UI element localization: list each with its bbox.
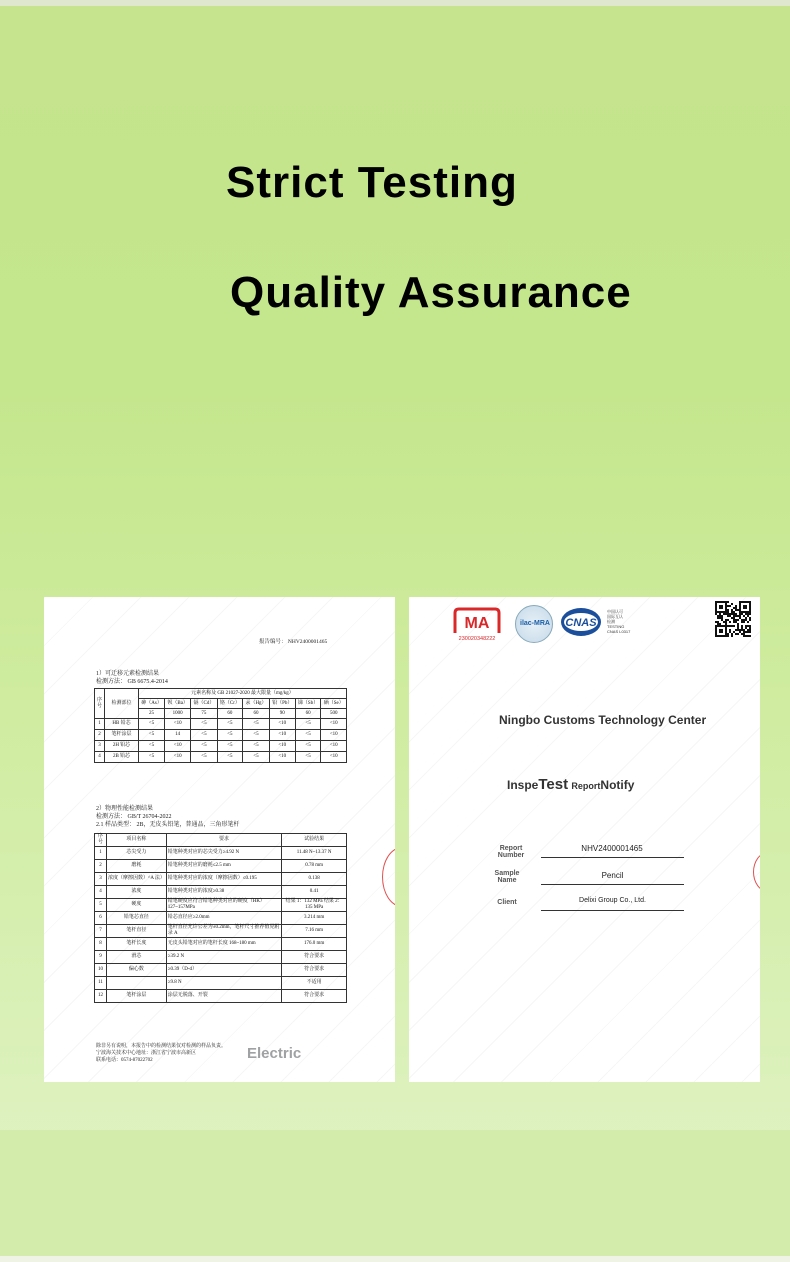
table-cell: 176.0 mm <box>282 938 347 951</box>
qr-module <box>739 615 741 617</box>
physical-properties-table <box>94 833 347 1003</box>
table-cell: <10 <box>321 741 347 752</box>
element-limit: 60 <box>243 709 270 719</box>
qr-module <box>737 619 739 621</box>
qr-module <box>717 623 719 625</box>
element-limit: 60 <box>295 709 321 719</box>
element-limit: 25 <box>139 709 165 719</box>
qr-code-icon <box>715 601 751 637</box>
table-cell: 符合要求 <box>282 964 347 977</box>
table-cell: 4 <box>95 886 107 899</box>
table-cell: 芯尖受力 <box>106 847 166 860</box>
report-title-part3: Report <box>571 781 601 791</box>
table-row <box>95 873 347 886</box>
cma-logo <box>451 607 503 643</box>
table-cell: 笔杆直径允许公差为±0.2mm，笔杆尺寸推荐值见附录 A <box>166 925 282 938</box>
table-cell: <10 <box>321 719 347 730</box>
qr-module <box>729 631 731 633</box>
qr-module <box>719 623 721 625</box>
table-row <box>95 741 347 752</box>
qr-module <box>717 621 719 623</box>
qr-module <box>719 615 721 617</box>
table-cell: <5 <box>139 719 165 730</box>
table-cell: 2 <box>95 860 107 873</box>
table-cell: 1 <box>95 719 105 730</box>
table-cell: 10 <box>95 964 107 977</box>
qr-module <box>743 635 745 637</box>
element-header: 锑（Sb） <box>295 699 321 709</box>
table-cell: 7.16 mm <box>282 925 347 938</box>
sample-name-line <box>541 884 684 885</box>
report-title-part1: Inspe <box>507 778 539 792</box>
report-title-part2: Test <box>538 776 569 793</box>
column-header: 要求 <box>166 834 282 847</box>
column-header: 项目名称 <box>106 834 166 847</box>
qr-module <box>727 601 729 603</box>
qr-module <box>737 623 739 625</box>
table-cell: 4 <box>95 752 105 763</box>
cnas-note-line: 检测 <box>607 619 615 624</box>
table-cell: 笔杆涂层 <box>105 730 139 741</box>
qr-module <box>739 613 741 615</box>
report-number-label: Report Number <box>497 845 525 859</box>
table-cell: 3 <box>95 741 105 752</box>
qr-module <box>731 613 733 615</box>
qr-module <box>719 617 721 619</box>
table-cell: 笔杆涂层 <box>106 990 166 1003</box>
client-line <box>541 910 684 911</box>
qr-module <box>747 629 749 631</box>
column-header: 序号 <box>95 834 107 847</box>
table-cell: 笔杆直径 <box>106 925 166 938</box>
cma-text: MA <box>464 615 490 632</box>
top-strip <box>0 0 790 6</box>
bottom-line <box>0 1256 790 1262</box>
col-part: 检测部位 <box>105 689 139 719</box>
table-cell: <10 <box>321 730 347 741</box>
report-footer-note <box>96 1043 226 1064</box>
footer-line: 除非另有说明，本报告中的检测结果仅对检测的样品负责。 <box>96 1044 227 1049</box>
qr-module <box>743 631 745 633</box>
table-cell: <5 <box>217 741 243 752</box>
qr-module <box>747 635 749 637</box>
table-cell: 0.138 <box>282 873 347 886</box>
table-cell: <5 <box>243 719 270 730</box>
qr-module <box>725 621 727 623</box>
qr-module <box>719 613 721 615</box>
qr-module <box>737 615 739 617</box>
table-cell: 6 <box>95 912 107 925</box>
report-title <box>507 776 634 793</box>
column-header: 试验结果 <box>282 834 347 847</box>
qr-module <box>721 617 723 619</box>
qr-module <box>735 629 737 631</box>
table-cell: <5 <box>191 719 217 730</box>
cnas-logo <box>559 606 603 638</box>
table-cell: HB 铅芯 <box>105 719 139 730</box>
elements-header: 元素名称及 GB 21027-2020 最大限量（mg/kg） <box>139 689 347 699</box>
report-number-line <box>541 857 684 858</box>
table-cell: <5 <box>295 752 321 763</box>
table-cell: <5 <box>139 741 165 752</box>
qr-module <box>727 619 729 621</box>
table-cell: 2 <box>95 730 105 741</box>
qr-module <box>733 611 735 613</box>
qr-module <box>737 609 739 611</box>
table-cell: 笔杆长度 <box>106 938 166 951</box>
qr-module <box>739 629 741 631</box>
footer-line: 联系电话：0574-87022702 <box>96 1058 153 1063</box>
qr-module <box>721 619 723 621</box>
red-seal-stamp <box>753 852 760 892</box>
table-cell: 0.41 <box>282 886 347 899</box>
section1-title: 1）可迁移元素检测结果 <box>96 671 160 677</box>
test-results-page <box>44 597 395 1082</box>
table-cell: <5 <box>139 730 165 741</box>
qr-module <box>729 613 731 615</box>
qr-module <box>731 635 733 637</box>
qr-module <box>737 629 739 631</box>
qr-module <box>731 611 733 613</box>
table-cell: 11.48 N~13.37 N <box>282 847 347 860</box>
element-header: 铅（Pb） <box>269 699 295 709</box>
qr-module <box>727 635 729 637</box>
qr-module <box>727 633 729 635</box>
qr-module <box>747 613 749 615</box>
table-row <box>95 860 347 873</box>
qr-module <box>739 631 741 633</box>
table-row <box>95 951 347 964</box>
qr-module <box>733 615 735 617</box>
table-cell: 铅笔种类对应的浓度（摩擦因数）≤0.195 <box>166 873 282 886</box>
qr-module <box>725 619 727 621</box>
table-cell: <5 <box>191 730 217 741</box>
qr-module <box>741 613 743 615</box>
qr-module <box>741 633 743 635</box>
table-row <box>95 990 347 1003</box>
qr-module <box>735 619 737 621</box>
section2-heading <box>96 805 240 829</box>
table-cell: 偏心数 <box>106 964 166 977</box>
qr-module <box>729 629 731 631</box>
table-row <box>95 912 347 925</box>
qr-module <box>745 619 747 621</box>
qr-module <box>745 635 747 637</box>
report-number-header: 报告编号： NHV2400001465 <box>259 639 328 645</box>
table-cell: <5 <box>243 752 270 763</box>
table-cell: 铅笔硬度应符合铅笔种类对应的硬度（HK）127~157MPa <box>166 899 282 912</box>
table-row <box>95 886 347 899</box>
table-cell: <5 <box>243 730 270 741</box>
table-cell: 1 <box>95 847 107 860</box>
table-cell: 浓度 <box>106 886 166 899</box>
qr-module <box>743 605 747 609</box>
table-cell: <5 <box>295 741 321 752</box>
qr-module <box>733 617 735 619</box>
qr-module <box>743 633 745 635</box>
table-cell: 结果 1：132 MPa 结果 2：135 MPa <box>282 899 347 912</box>
qr-module <box>735 607 737 609</box>
qr-module <box>741 629 743 631</box>
qr-module <box>731 617 733 619</box>
table-cell: 符合要求 <box>282 951 347 964</box>
qr-module <box>727 611 729 613</box>
client-value: Delixi Group Co., Ltd. <box>579 897 646 904</box>
table-row <box>95 964 347 977</box>
table-row <box>95 938 347 951</box>
table-cell: 12 <box>95 990 107 1003</box>
element-limit: 1000 <box>165 709 191 719</box>
table-row <box>95 977 347 990</box>
table-cell: 5 <box>95 899 107 912</box>
element-header: 铬（Cr） <box>217 699 243 709</box>
element-limit: 500 <box>321 709 347 719</box>
qr-module <box>749 625 751 627</box>
table-cell: <5 <box>295 719 321 730</box>
headline-strict-testing: Strict Testing <box>226 158 518 207</box>
qr-module <box>721 615 723 617</box>
table-cell: 8 <box>95 938 107 951</box>
client-label: Client <box>497 899 517 906</box>
qr-module <box>749 629 751 631</box>
table-cell: 0.78 mm <box>282 860 347 873</box>
qr-module <box>735 609 737 611</box>
qr-module <box>735 605 737 607</box>
table-cell: <5 <box>217 730 243 741</box>
headline-quality-assurance: Quality Assurance <box>230 268 632 317</box>
qr-module <box>727 615 729 617</box>
qr-module <box>747 625 749 627</box>
qr-module <box>743 615 745 617</box>
table-cell: 7 <box>95 925 107 938</box>
table-cell: 11 <box>95 977 107 990</box>
qr-module <box>727 625 729 627</box>
qr-module <box>731 609 733 611</box>
qr-module <box>727 605 729 607</box>
table-cell: 不适用 <box>282 977 347 990</box>
qr-module <box>733 621 735 623</box>
table-cell: <10 <box>165 719 191 730</box>
section2-title: 2）物理性能检测结果 <box>96 806 154 812</box>
table-cell: <5 <box>217 719 243 730</box>
element-migration-table <box>94 688 347 763</box>
qr-module <box>747 621 749 623</box>
qr-module <box>737 627 739 629</box>
cnas-accreditation-note <box>607 609 630 634</box>
section2-sample: 2.1 样品类型： 2B，无皮头铅笔，普通品，三角形笔杆 <box>96 822 240 828</box>
qr-module <box>725 613 727 615</box>
qr-module <box>727 609 729 611</box>
qr-module <box>735 621 737 623</box>
qr-module <box>735 613 737 615</box>
qr-module <box>741 627 743 629</box>
element-header: 砷（As） <box>139 699 165 709</box>
qr-module <box>749 619 751 621</box>
table-cell: <5 <box>139 752 165 763</box>
table-cell: 涂层无脱落、开裂 <box>166 990 282 1003</box>
qr-module <box>731 625 733 627</box>
table-cell: 磨耗 <box>106 860 166 873</box>
qr-module <box>745 631 747 633</box>
section2-method: 检测方法： GB/T 26704-2022 <box>96 814 172 820</box>
red-seal-stamp <box>382 847 395 907</box>
report-cover-page <box>409 597 760 1082</box>
table-row <box>95 719 347 730</box>
table-cell: ≥39.2 N <box>166 951 282 964</box>
table-cell: 符合要求 <box>282 990 347 1003</box>
table-cell <box>106 977 166 990</box>
section1-method: 检测方法： GB 6675.4-2014 <box>96 679 168 685</box>
cnas-note-line: 中国认可 <box>607 609 623 614</box>
qr-module <box>731 633 733 635</box>
qr-module <box>735 633 737 635</box>
qr-module <box>723 621 725 623</box>
qr-module <box>717 615 719 617</box>
qr-module <box>717 617 719 619</box>
qr-module <box>749 635 751 637</box>
electric-watermark: Electric <box>247 1045 302 1062</box>
qr-module <box>733 631 735 633</box>
qr-module <box>749 627 751 629</box>
qr-module <box>729 605 731 607</box>
cnas-note-line: TESTING <box>607 624 625 629</box>
qr-module <box>747 631 749 633</box>
cnas-note-line: CNAS L0317 <box>607 629 631 634</box>
cnas-text: CNAS <box>565 617 597 629</box>
qr-module <box>741 621 743 623</box>
table-cell: <5 <box>295 730 321 741</box>
table-cell: 铅芯直径应≥2.0mm <box>166 912 282 925</box>
table-cell: 铅笔种类对应的磨耗≤2.5 mm <box>166 860 282 873</box>
table-cell: <10 <box>269 741 295 752</box>
qr-module <box>749 631 751 633</box>
cnas-note-line: 国际互认 <box>607 614 623 619</box>
organization-name: Ningbo Customs Technology Center <box>499 713 707 727</box>
qr-module <box>743 621 745 623</box>
qr-module <box>735 615 737 617</box>
table-cell: <10 <box>269 719 295 730</box>
element-limit: 60 <box>217 709 243 719</box>
table-row <box>95 730 347 741</box>
qr-module <box>733 625 735 627</box>
qr-module <box>719 605 723 609</box>
sample-name-value: Pencil <box>601 871 624 880</box>
qr-module <box>715 621 717 623</box>
table-cell: 14 <box>165 730 191 741</box>
table-cell: ≥0.39（D-d） <box>166 964 282 977</box>
section1-heading <box>96 670 168 686</box>
qr-module <box>741 625 743 627</box>
qr-module <box>723 613 725 615</box>
table-cell: <10 <box>269 730 295 741</box>
table-cell: 9 <box>95 951 107 964</box>
qr-module <box>737 633 739 635</box>
table-cell: <10 <box>165 752 191 763</box>
table-cell: <10 <box>269 752 295 763</box>
qr-module <box>733 613 735 615</box>
table-cell: 铅笔芯直径 <box>106 912 166 925</box>
qr-module <box>747 615 749 617</box>
table-row <box>95 752 347 763</box>
table-cell: <5 <box>191 752 217 763</box>
table-cell: <10 <box>321 752 347 763</box>
footer-line: 宁波海关技术中心地址：浙江省宁波市高新区 <box>96 1051 197 1056</box>
ilac-text: ilac-MRA <box>520 620 550 627</box>
element-header: 镉（Cd） <box>191 699 217 709</box>
qr-module <box>737 625 739 627</box>
qr-module <box>719 629 723 633</box>
table-cell: <5 <box>243 741 270 752</box>
cma-number: 230020348222 <box>458 636 496 642</box>
bottom-band <box>0 1130 790 1262</box>
table-row <box>95 899 347 912</box>
qr-module <box>729 615 731 617</box>
table-cell: 3 <box>95 873 107 886</box>
qr-module <box>733 607 735 609</box>
col-seq: 序号 <box>95 689 105 719</box>
qr-module <box>741 619 743 621</box>
qr-module <box>745 613 747 615</box>
table-row <box>95 847 347 860</box>
qr-module <box>729 625 731 627</box>
qr-module <box>749 617 751 619</box>
table-cell: 铅笔种类对应的浓度≥0.38 <box>166 886 282 899</box>
element-header: 硒（Se） <box>321 699 347 709</box>
table-cell: ≥9.8 N <box>166 977 282 990</box>
table-cell: 铅笔种类对应的芯尖受力≥4.92 N <box>166 847 282 860</box>
qr-module <box>725 623 727 625</box>
qr-module <box>745 625 747 627</box>
qr-module <box>739 617 741 619</box>
qr-module <box>733 619 735 621</box>
element-header: 汞（Hg） <box>243 699 270 709</box>
element-header: 钡（Ba） <box>165 699 191 709</box>
table-cell: 硬度 <box>106 899 166 912</box>
table-cell: 浓度（摩擦因数）^A 法） <box>106 873 166 886</box>
table-cell: 2H 铅芯 <box>105 741 139 752</box>
qr-module <box>745 617 747 619</box>
qr-module <box>749 613 751 615</box>
ilac-mra-logo <box>515 605 553 643</box>
qr-module <box>729 621 731 623</box>
table-row <box>95 925 347 938</box>
qr-module <box>743 619 745 621</box>
qr-module <box>731 603 733 605</box>
element-limit: 75 <box>191 709 217 719</box>
qr-module <box>727 613 729 615</box>
table-cell: 滑芯 <box>106 951 166 964</box>
qr-module <box>743 629 745 631</box>
table-cell: 2B 铅芯 <box>105 752 139 763</box>
element-limit: 90 <box>269 709 295 719</box>
table-cell: <5 <box>191 741 217 752</box>
report-number-value: NHV2400001465 <box>581 844 643 853</box>
table-cell: <10 <box>165 741 191 752</box>
table-cell: <5 <box>217 752 243 763</box>
report-title-part4: Notify <box>600 778 635 792</box>
qr-module <box>745 627 747 629</box>
table-cell: 3.214 mm <box>282 912 347 925</box>
qr-module <box>715 613 717 615</box>
sample-name-label: Sample Name <box>494 870 520 884</box>
table-cell: 无皮头铅笔对应的笔杆长度 168~180 mm <box>166 938 282 951</box>
